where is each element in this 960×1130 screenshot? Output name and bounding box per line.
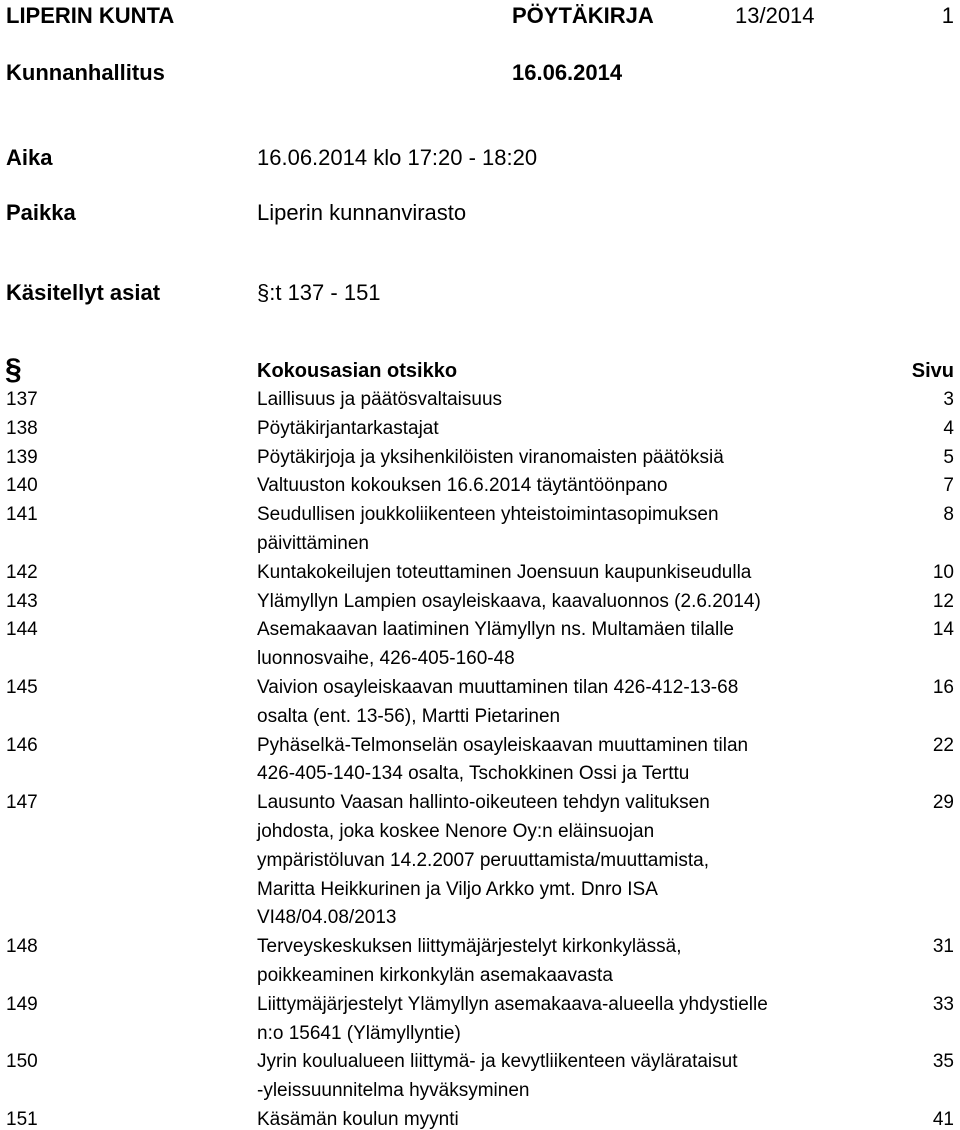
agenda-item-title-line: Seudullisen joukkoliikenteen yhteistoimintasopimuksen — [257, 504, 719, 526]
page-number: 1 — [941, 3, 954, 28]
agenda-item-page: 29 — [932, 792, 954, 814]
agenda-item-title-line: Valtuuston kokouksen 16.6.2014 täytäntöönpano — [257, 475, 668, 497]
agenda-item-number: 145 — [6, 677, 38, 698]
agenda-page-header: Sivu — [911, 360, 954, 382]
agenda-item-number: 147 — [6, 792, 38, 814]
agenda-item-title-line: poikkeaminen kirkonkylän asemakaavasta — [257, 965, 613, 986]
agenda-item-number: 146 — [6, 734, 38, 756]
agenda-title-header: Kokousasian otsikko — [257, 360, 458, 382]
agenda-item-title-line: Maritta Heikkurinen ja Viljo Arkko ymt. Dnro ISA — [257, 878, 658, 900]
agenda-item-number: 138 — [6, 417, 38, 439]
agenda-item-title-line: ympäristöluvan 14.2.2007 peruuttamista/muuttamista, — [257, 849, 710, 871]
agenda-item-title-line: Jyrin koulualueen liittymä- ja kevytliikenteen väylärataisut — [257, 1051, 738, 1073]
meeting-date: 16.06.2014 — [512, 60, 623, 85]
agenda-item-page: 12 — [932, 590, 954, 612]
agenda-item-title-line: Pöytäkirjantarkastajat — [257, 417, 439, 439]
agenda-item-number: 151 — [6, 1109, 38, 1130]
agenda-item-title-line: n:o 15641 (Ylämyllyntie) — [257, 1022, 461, 1044]
agenda-item-number: 143 — [6, 590, 38, 612]
agenda-item-title-line: osalta (ent. 13-56), Martti Pietarinen — [257, 705, 561, 727]
agenda-item-title-line: Asemakaavan laatiminen Ylämyllyn ns. Multamäen tilalle — [257, 619, 734, 641]
place-value: Liperin kunnanvirasto — [257, 200, 467, 225]
agenda-item-title-line: Pyhäselkä-Telmonselän osayleiskaavan muuttaminen tilan — [257, 734, 749, 756]
agenda-item-number: 148 — [6, 936, 38, 958]
agenda-item-title-line: VI48/04.08/2013 — [257, 907, 397, 929]
agenda-item-page: 41 — [932, 1109, 954, 1130]
agenda-item-number: 139 — [6, 446, 38, 468]
agenda-item-title-line: Terveyskeskuksen liittymäjärjestelyt kirkonkylässä, — [257, 936, 682, 958]
agenda-item-title-line: Liittymäjärjestelyt Ylämyllyn asemakaava-alueella yhdystielle — [257, 993, 768, 1015]
agenda-item-title-line: päivittäminen — [257, 533, 369, 554]
agenda-item-title-line: Kuntakokeilujen toteuttaminen Joensuun kaupunkiseudulla — [257, 561, 752, 583]
agenda-item-number: 149 — [6, 993, 38, 1015]
agenda-item-number: 140 — [6, 475, 38, 497]
section-symbol-header: § — [5, 353, 22, 386]
agenda-item-number: 137 — [6, 389, 38, 410]
handled-items-label: Käsitellyt asiat — [6, 280, 161, 305]
agenda-item-page: 8 — [943, 504, 954, 526]
agenda-item-page: 5 — [943, 446, 954, 468]
agenda-item-title-line: luonnosvaihe, 426-405-160-48 — [257, 648, 515, 670]
agenda-item-title-line: 426-405-140-134 osalta, Tschokkinen Ossi ja Terttu — [257, 763, 690, 785]
document-number: 13/2014 — [735, 3, 815, 28]
agenda-item-number: 144 — [6, 619, 38, 641]
agenda-item-title-line: Laillisuus ja päätösvaltaisuus — [257, 389, 503, 410]
agenda-item-title-line: Käsämän koulun myynti — [257, 1109, 459, 1130]
agenda-item-page: 31 — [932, 936, 954, 958]
agenda-item-page: 10 — [932, 561, 954, 583]
agenda-item-title-line: Lausunto Vaasan hallinto-oikeuteen tehdyn valituksen — [257, 792, 710, 814]
agenda-item-title-line: Pöytäkirjoja ja yksihenkilöisten viranomaisten päätöksiä — [257, 446, 724, 468]
municipality-name: LIPERIN KUNTA — [6, 3, 175, 28]
agenda-item-number: 142 — [6, 561, 38, 583]
time-label: Aika — [6, 145, 53, 170]
place-label: Paikka — [6, 200, 76, 225]
body-name: Kunnanhallitus — [6, 60, 165, 85]
agenda-item-page: 33 — [932, 993, 954, 1015]
time-value: 16.06.2014 klo 17:20 - 18:20 — [257, 145, 538, 170]
agenda-item-page: 7 — [943, 475, 954, 497]
agenda-item-page: 22 — [932, 734, 954, 756]
agenda-item-title-line: Ylämyllyn Lampien osayleiskaava, kaavaluonnos (2.6.2014) — [257, 590, 761, 612]
handled-items-value: §:t 137 - 151 — [257, 280, 381, 305]
agenda-item-number: 150 — [6, 1051, 38, 1073]
agenda-item-page: 16 — [932, 677, 954, 698]
agenda-item-page: 35 — [932, 1051, 954, 1073]
agenda-item-title-line: johdosta, joka koskee Nenore Oy:n eläinsuojan — [257, 821, 655, 842]
document-type: PÖYTÄKIRJA — [512, 3, 654, 28]
agenda-item-number: 141 — [6, 504, 38, 526]
agenda-item-page: 4 — [943, 417, 954, 439]
agenda-item-title-line: -yleissuunnitelma hyväksyminen — [257, 1080, 530, 1102]
agenda-item-page: 3 — [943, 389, 954, 410]
agenda-item-title-line: Vaivion osayleiskaavan muuttaminen tilan 426-412-13-68 — [257, 677, 739, 698]
agenda-item-page: 14 — [932, 619, 954, 641]
